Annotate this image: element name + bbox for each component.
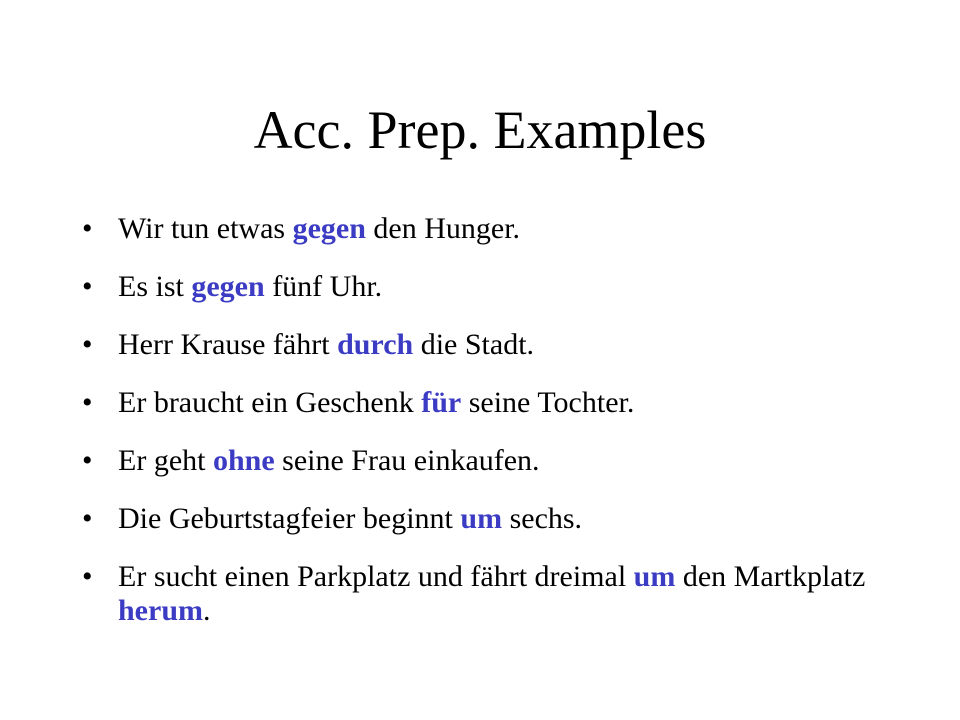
highlighted-preposition: herum [118,594,203,627]
highlighted-preposition: um [633,560,676,593]
bullet-item [82,212,902,246]
bullet-text: Es ist [118,270,192,303]
bullet-icon: • [82,270,93,303]
bullet-item [82,560,902,628]
bullet-icon: • [82,328,93,361]
slide-title: Acc. Prep. Examples [253,100,707,160]
bullet-icon: • [82,502,93,535]
bullet-item [82,328,902,362]
bullet-icon: • [82,386,93,419]
bullet-text: Er sucht einen Parkplatz und fährt dreimal [118,560,634,593]
bullet-text: seine Frau einkaufen. [274,444,540,477]
highlighted-preposition: um [460,502,503,535]
bullet-item [82,502,902,536]
bullet-text: den Martkplatz [675,560,866,593]
bullet-list [82,212,902,652]
bullet-text: Er braucht ein Geschenk [118,386,422,419]
bullet-icon: • [82,560,93,593]
bullet-icon: • [82,212,93,245]
bullet-text: . [203,594,211,627]
bullet-text: Die Geburtstagfeier beginnt [118,502,461,535]
highlighted-preposition: gegen [191,270,265,303]
highlighted-preposition: für [421,386,462,419]
bullet-text: Wir tun etwas [118,212,293,245]
bullet-text: seine Tochter. [461,386,635,419]
bullet-item [82,270,902,304]
bullet-item [82,444,902,478]
bullet-item [82,386,902,420]
bullet-text: den Hunger. [365,212,521,245]
bullet-icon: • [82,444,93,477]
bullet-text: Er geht [118,444,213,477]
bullet-text: Herr Krause fährt [118,328,338,361]
bullet-text: sechs. [502,502,583,535]
bullet-text: die Stadt. [413,328,535,361]
highlighted-preposition: ohne [212,444,275,477]
bullet-text: fünf Uhr. [264,270,383,303]
highlighted-preposition: durch [337,328,414,361]
highlighted-preposition: gegen [292,212,366,245]
